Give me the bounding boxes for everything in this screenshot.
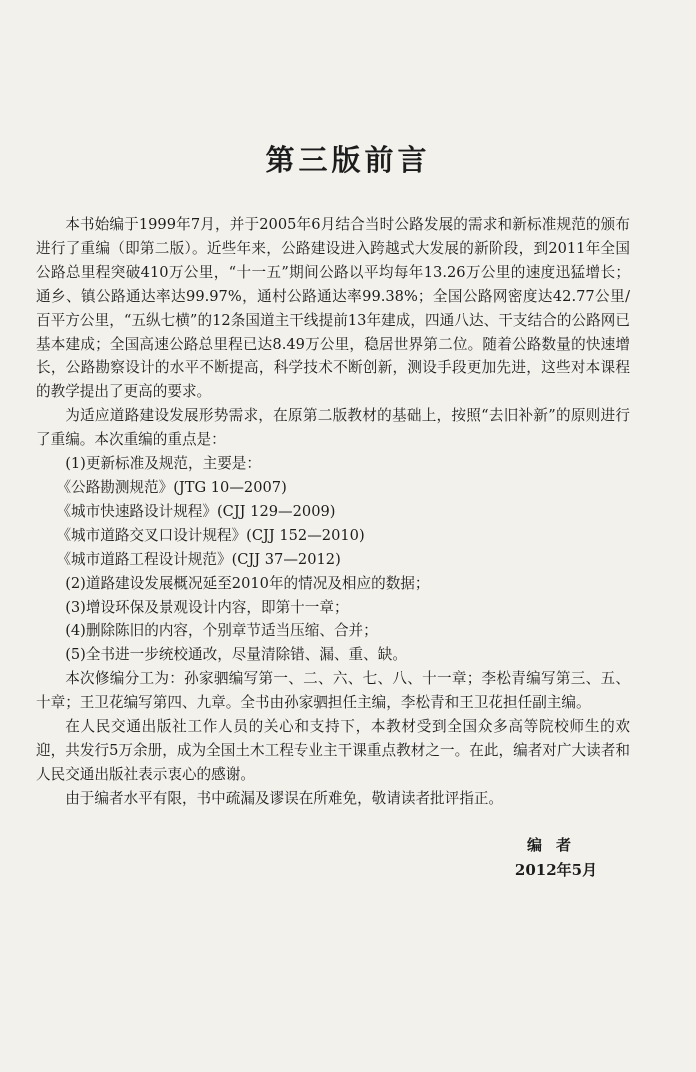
signature-author: 编者 xyxy=(526,836,585,854)
list-item-2: (2)道路建设发展概况延至2010年的情况及相应的数据； xyxy=(65,574,430,592)
page-title: 第三版前言 xyxy=(265,143,431,177)
standard-item: 《城市道路工程设计规范》(CJJ 37—2012) xyxy=(56,550,341,568)
list-item-5: (5)全书进一步统校通改，尽量清除错、漏、重、缺。 xyxy=(65,646,407,664)
list-item-1: (1)更新标准及规范，主要是： xyxy=(65,455,261,473)
signature-date: 2012年5月 xyxy=(514,861,598,879)
paragraph-intro: 本书始编于1999年7月，并于2005年6月结合当时公路发展的需求和新标准规范的颁布进行了重编（即第二版）。近些年来，公路建设进入跨越式大发展的新阶段，到2011年全国公路总里程突破410万公里，“十一五”期间公路以平均每年13.26万公里的速度迅猛增长；通乡、镇公路通达率达99.97%，通村公路通达率99.38%；全国公路网密度达42.77公里/百平方公里，“五纵七横”的12条国道主干线提前13年建成，四通八达、干支结合的公路网已基本建成；全国高速公路总里程已达8.49万公里，稳居世界第二位。随着公路数量的快速增长，公路勘察设计的水平不断提高，科学技术不断创新，测设手段更加先进，这些对本课程的教学提出了更高的要求。 xyxy=(36,216,630,401)
standard-item: 《公路勘测规范》(JTG 10—2007) xyxy=(56,478,287,496)
preface-body xyxy=(36,213,630,811)
standard-item: 《城市道路交叉口设计规程》(CJJ 152—2010) xyxy=(56,526,365,544)
paragraph-apology: 由于编者水平有限，书中疏漏及谬误在所难免，敬请读者批评指正。 xyxy=(65,789,504,807)
list-item-3: (3)增设环保及景观设计内容，即第十一章； xyxy=(65,598,349,616)
paragraph-revision-purpose: 为适应道路建设发展形势需求，在原第二版教材的基础上，按照“去旧补新”的原则进行了重编。本次重编的重点是： xyxy=(36,407,630,449)
paragraph-acknowledgement: 在人民交通出版社工作人员的关心和支持下，本教材受到全国众多高等院校师生的欢迎，共发行5万余册，成为全国土木工程专业主干课重点教材之一。在此，编者对广大读者和人民交通出版社表示衷心的感谢。 xyxy=(36,718,630,783)
standard-item: 《城市快速路设计规程》(CJJ 129—2009) xyxy=(56,502,336,520)
list-item-4: (4)删除陈旧的内容，个别章节适当压缩、合并； xyxy=(65,622,378,640)
paragraph-division-of-work: 本次修编分工为：孙家驷编写第一、二、六、七、八、十一章；李松青编写第三、五、十章；王卫花编写第四、九章。全书由孙家驷担任主编，李松青和王卫花担任副主编。 xyxy=(36,670,630,712)
